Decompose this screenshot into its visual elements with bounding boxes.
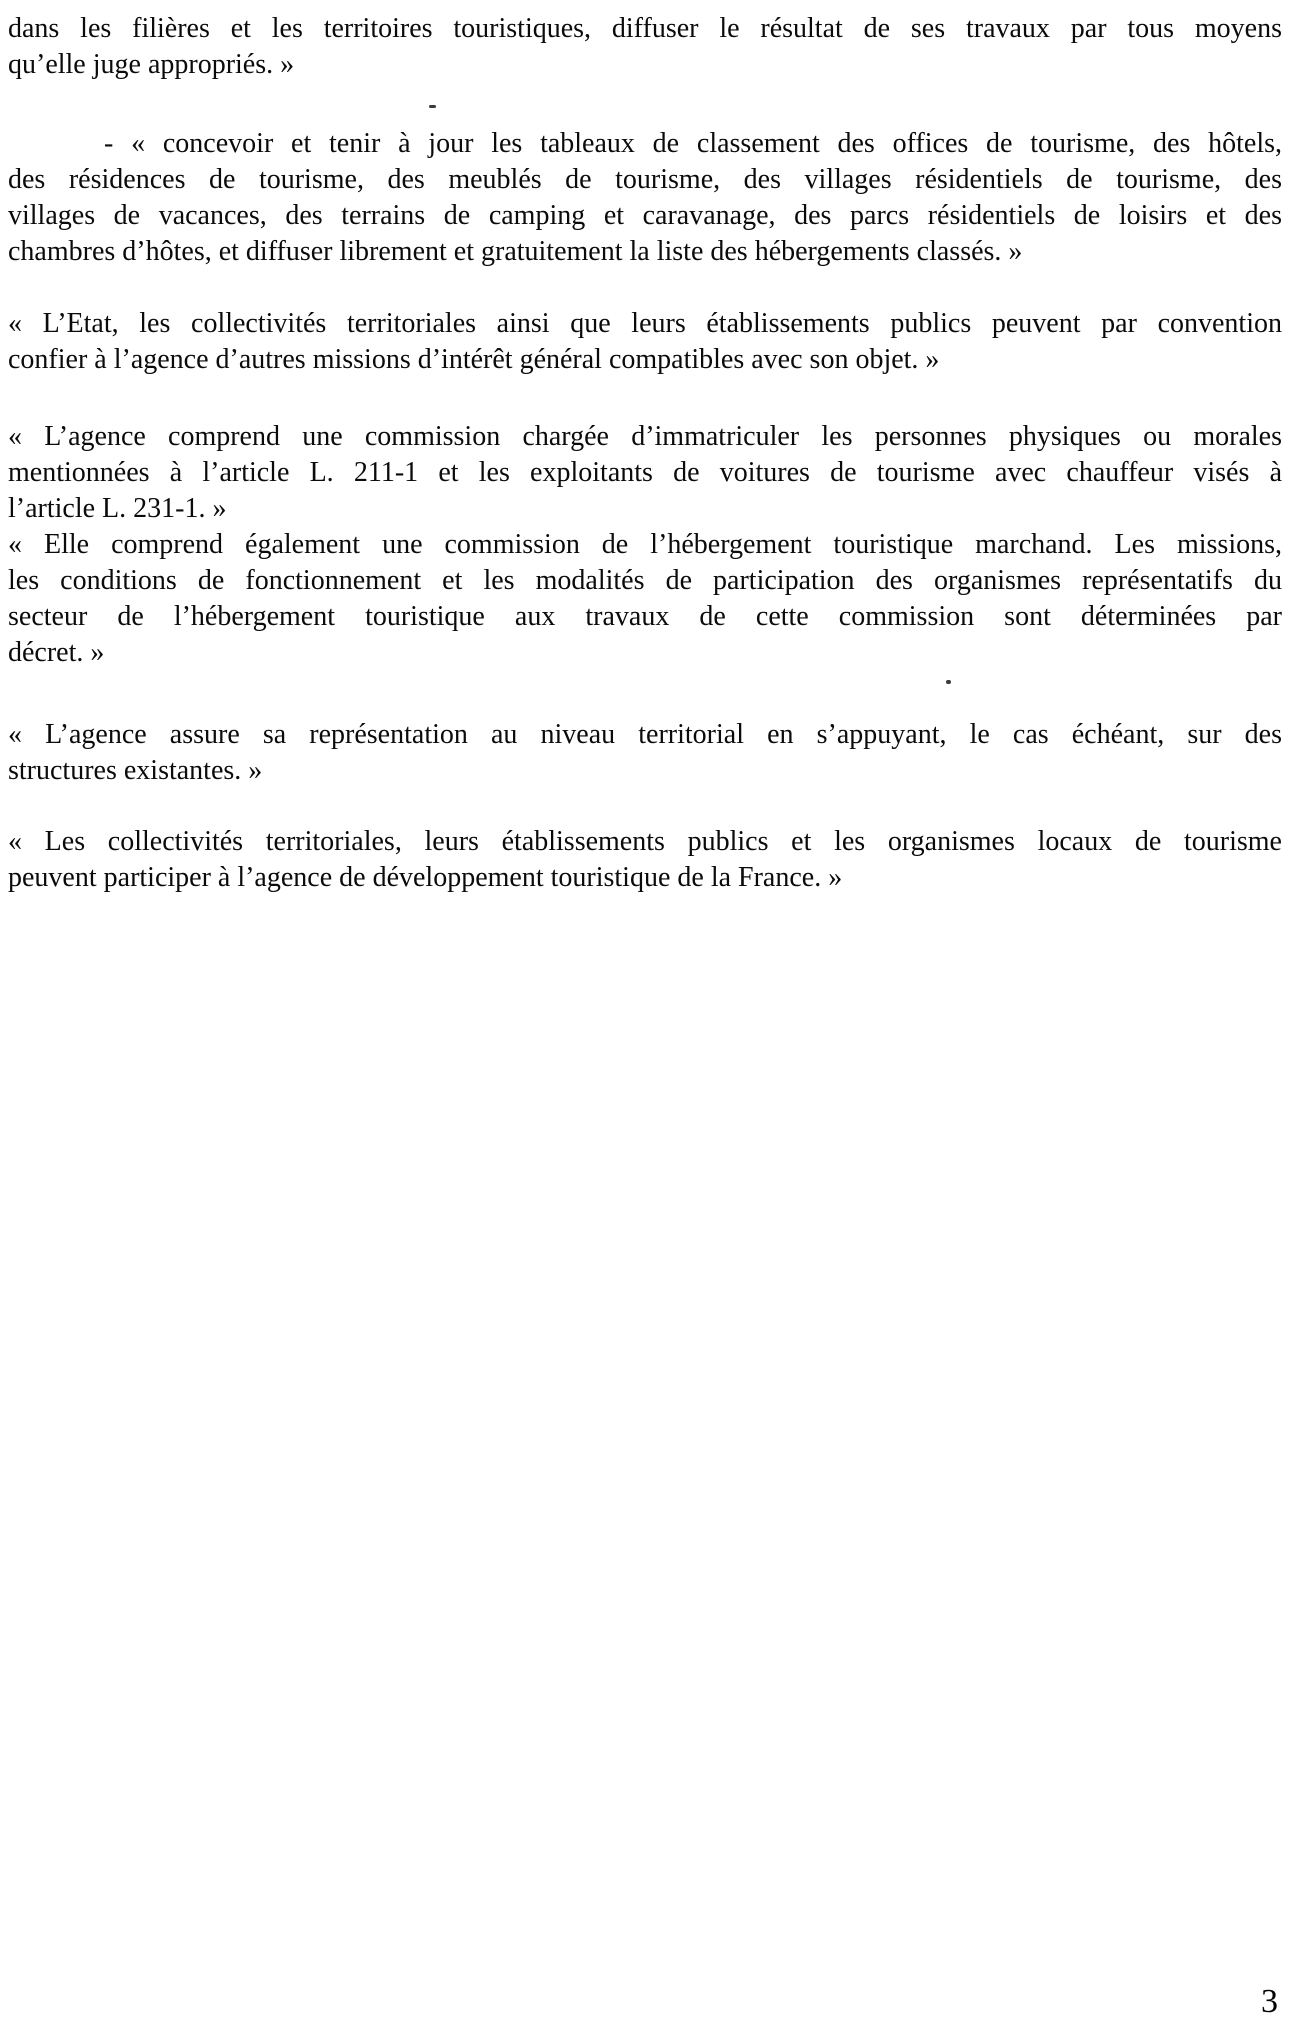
text-line: villages de vacances, des terrains de camping et caravanage, des parcs résidentiels de loisirs et des bbox=[8, 200, 1282, 231]
document-text-block bbox=[8, 0, 1282, 896]
paragraph-filieres bbox=[8, 11, 1282, 83]
text-line: qu’elle juge appropriés. » bbox=[8, 49, 295, 80]
paragraph-participation-agence bbox=[8, 824, 1282, 896]
text-line: structures existantes. » bbox=[8, 755, 263, 786]
text-line: - « concevoir et tenir à jour les tableaux de classement des offices de tourisme, des hôtels, bbox=[104, 128, 1282, 159]
text-line: dans les filières et les territoires touristiques, diffuser le résultat de ses travaux par tous moyens bbox=[8, 13, 1282, 44]
text-line: les conditions de fonctionnement et les modalités de participation des organismes représentatifs du bbox=[8, 565, 1282, 596]
paragraph-representation-territoriale bbox=[8, 717, 1282, 789]
paragraph-commission-hebergement bbox=[8, 527, 1282, 671]
text-line: mentionnées à l’article L. 211-1 et les exploitants de voitures de tourisme avec chauffeur visés à bbox=[8, 457, 1282, 488]
text-line: l’article L. 231-1. » bbox=[8, 493, 227, 524]
paragraph-commission-immatriculer bbox=[8, 419, 1282, 527]
text-line: des résidences de tourisme, des meublés de tourisme, des villages résidentiels de tourisme, des bbox=[8, 164, 1282, 195]
text-line: « L’Etat, les collectivités territoriales ainsi que leurs établissements publics peuvent par convention bbox=[8, 308, 1282, 339]
text-line: « Elle comprend également une commission de l’hébergement touristique marchand. Les missions, bbox=[8, 529, 1282, 560]
page-number: 3 bbox=[1261, 1983, 1278, 2020]
text-line: chambres d’hôtes, et diffuser librement et gratuitement la liste des hébergements classés. » bbox=[8, 236, 1023, 267]
text-line: secteur de l’hébergement touristique aux travaux de cette commission sont déterminées par bbox=[8, 601, 1282, 632]
text-line: décret. » bbox=[8, 637, 105, 668]
text-line: confier à l’agence d’autres missions d’intérêt général compatibles avec son objet. » bbox=[8, 344, 940, 375]
text-line: « L’agence comprend une commission chargée d’immatriculer les personnes physiques ou morales bbox=[8, 421, 1282, 452]
scan-speck-middle bbox=[946, 680, 951, 684]
text-line: « Les collectivités territoriales, leurs établissements publics et les organismes locaux de tourisme bbox=[8, 826, 1282, 857]
paragraph-concevoir-tableaux bbox=[8, 126, 1282, 270]
paragraph-etat-collectivites bbox=[8, 306, 1282, 378]
text-line: « L’agence assure sa représentation au niveau territorial en s’appuyant, le cas échéant, sur des bbox=[8, 719, 1282, 750]
text-line: peuvent participer à l’agence de développement touristique de la France. » bbox=[8, 862, 843, 893]
scan-speck-top bbox=[429, 105, 436, 108]
